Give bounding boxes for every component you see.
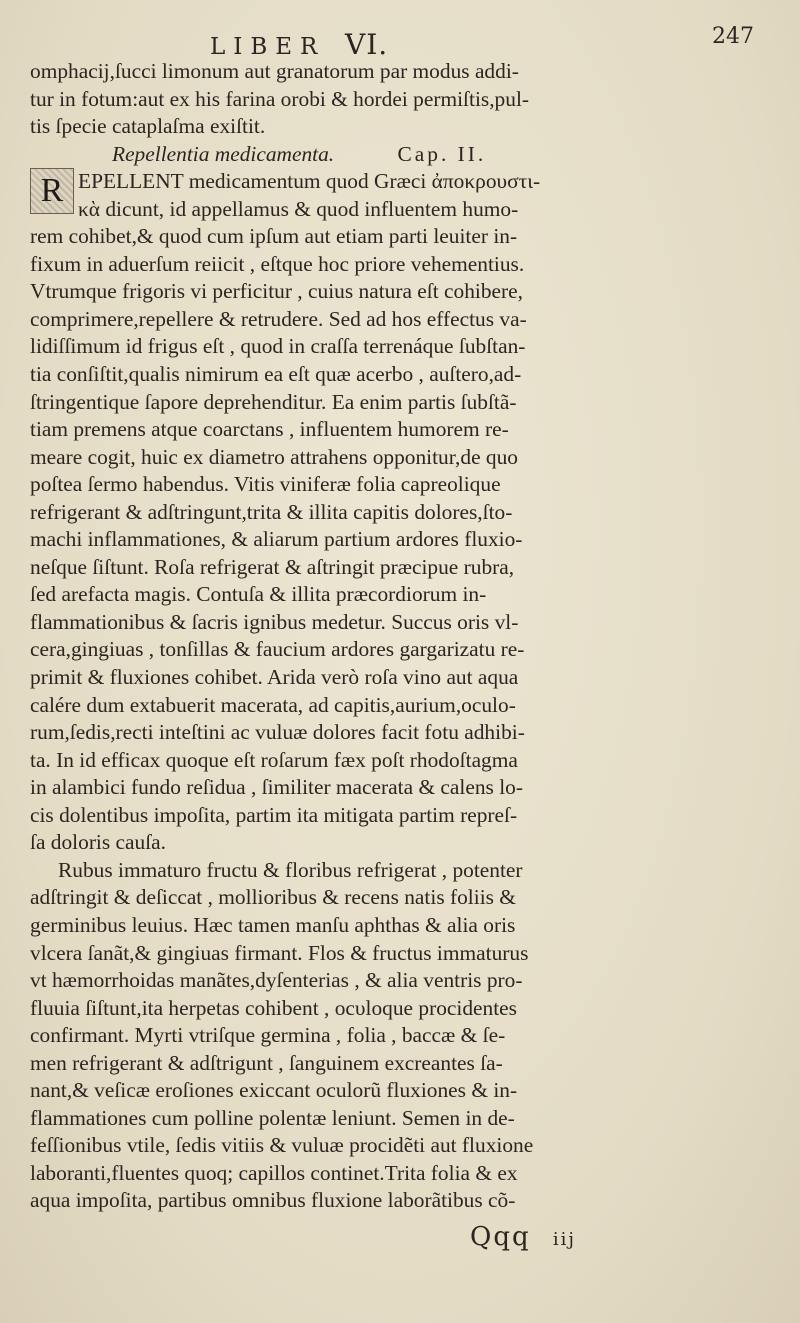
- text-line: cis dolentibus impoſita, partim ita mitigata partim repreſ-: [30, 802, 518, 827]
- text-line: Vtrumque frigoris vi perficitur , cuius natura eſt cohibere,: [30, 279, 524, 304]
- text-line: rum,ſedis,recti inteſtini ac vuluæ dolores facit fotu adhibi-: [30, 720, 525, 745]
- text-line: ſtringentique ſapore deprehenditur. Ea enim partis ſubſtã-: [30, 389, 517, 414]
- section-title: Repellentia medicamenta.: [112, 141, 335, 166]
- text-line: vt hæmorrhoidas manãtes,dyſenterias , & alia ventris pro-: [30, 968, 523, 993]
- signature-mark: Qqq: [470, 1222, 531, 1252]
- section-heading: [30, 141, 785, 169]
- text-line: refrigerant & adſtringunt,trita & illita capitis dolores,ſto-: [30, 499, 513, 524]
- text-line: feſſionibus vtile, ſedis vitiis & vuluæ procidẽti aut fluxione: [30, 1133, 534, 1158]
- text-line: fluuia ſiſtunt,ita herpetas cohibent , ocυloque procidentes: [30, 995, 517, 1020]
- text-line: lidiſſimum id frigus eſt , quod in craſſa terrenáque ſubſtan-: [30, 334, 526, 359]
- text-line: fixum in aduerſum reiicit , eſtque hoc priore vehementius.: [30, 251, 525, 276]
- text-line: omphacij,ſucci limonum aut granatorum par modus addi-: [30, 59, 519, 83]
- dropcap-letter: R: [31, 169, 73, 213]
- text-line: ſa doloris cauſa.: [30, 830, 167, 855]
- running-title: LIBER: [210, 34, 326, 60]
- text-line: tur in fotum:aut ex his farina orobi & hordei permiſtis,pul-: [30, 86, 530, 111]
- text-line: calére dum extabuerit macerata, ad capitis,aurium,oculo-: [30, 692, 516, 717]
- text-line: ta. In id efficax quoque eſt roſarum fæx poſt rhodoſtagma: [30, 747, 518, 772]
- text-line: adſtringit & deſiccat , mollioribus & recens natis foliis &: [30, 885, 516, 910]
- text-line: tia conſiſtit,qualis nimirum ea eſt quæ acerbo , auſtero,ad-: [30, 362, 522, 387]
- chapter-number: VI.: [345, 28, 389, 61]
- text-line: EPELLENT medicamentum quod Græci ἀποκρουστι-: [78, 169, 541, 194]
- text-line: comprimere,repellere & retrudere. Sed ad hos effectus va-: [30, 306, 527, 331]
- text-line: men refrigerant & adſtrigunt , ſanguinem excreantes ſa-: [30, 1050, 503, 1075]
- text-line: tiam premens atque coarctans , influentem humorem re-: [30, 417, 509, 442]
- text-body: [30, 58, 785, 1215]
- text-line: laboranti,fluentes quoq; capillos continet.Trita folia & ex: [30, 1160, 518, 1185]
- text-line: cera,gingiuas , tonſillas & faucium ardores gargarizatu re-: [30, 637, 525, 662]
- text-line: ſed arefacta magis. Contuſa & illita præcordiorum in-: [30, 582, 487, 607]
- text-line: machi inflammationes, & aliarum partium ardores fluxio-: [30, 527, 523, 552]
- text-line: neſque ſiſtunt. Roſa refrigerat & aſtringit præcipue rubra,: [30, 554, 515, 579]
- chapter-label: Cap. II.: [397, 141, 487, 166]
- text-line: in alambici fundo reſidua , ſimiliter macerata & calens lo-: [30, 775, 523, 800]
- text-line: poſtea ſermo habendus. Vitis viniferæ folia capreolique: [30, 472, 501, 497]
- text-line: κὰ dicunt, id appellamus & quod influentem humo-: [78, 196, 519, 221]
- text-line: germinibus leuius. Hæc tamen manſu aphthas & alia oris: [30, 912, 516, 937]
- page-footer: [470, 1222, 576, 1252]
- text-line: nant,& veſicæ eroſiones exiccant oculorũ fluxiones & in-: [30, 1078, 518, 1103]
- text-line: flammationibus & ſacris ignibus medetur. Succus oris vl-: [30, 609, 519, 634]
- gathering-number: iij: [552, 1229, 576, 1250]
- text-line: rem cohibet,& quod cum ipſum aut etiam parti leuiter in-: [30, 224, 518, 249]
- decorated-initial: [30, 168, 74, 214]
- text-line: flammationes cum polline polentæ leniunt. Semen in de-: [30, 1105, 515, 1130]
- text-line: confirmant. Myrti vtriſque germina , folia , baccæ & ſe-: [30, 1023, 506, 1048]
- text-line: Rubus immaturo fructu & floribus refrigerat , potenter: [58, 857, 523, 882]
- paragraph-with-initial: [30, 168, 785, 223]
- text-line: aqua impoſita, partibus omnibus fluxione laborãtibus cõ-: [30, 1188, 516, 1213]
- page-number: 247: [712, 24, 754, 49]
- text-line: meare cogit, huic ex diametro attrahens opponitur,de quo: [30, 444, 518, 469]
- text-line: tis ſpecie cataplaſma exiſtit.: [30, 114, 266, 139]
- running-header: [210, 24, 800, 61]
- text-line: primit & fluxiones cohibet. Arida verò roſa vino aut aqua: [30, 665, 519, 690]
- text-line: vlcera ſanãt,& gingiuas firmant. Flos & fructus immaturus: [30, 940, 529, 965]
